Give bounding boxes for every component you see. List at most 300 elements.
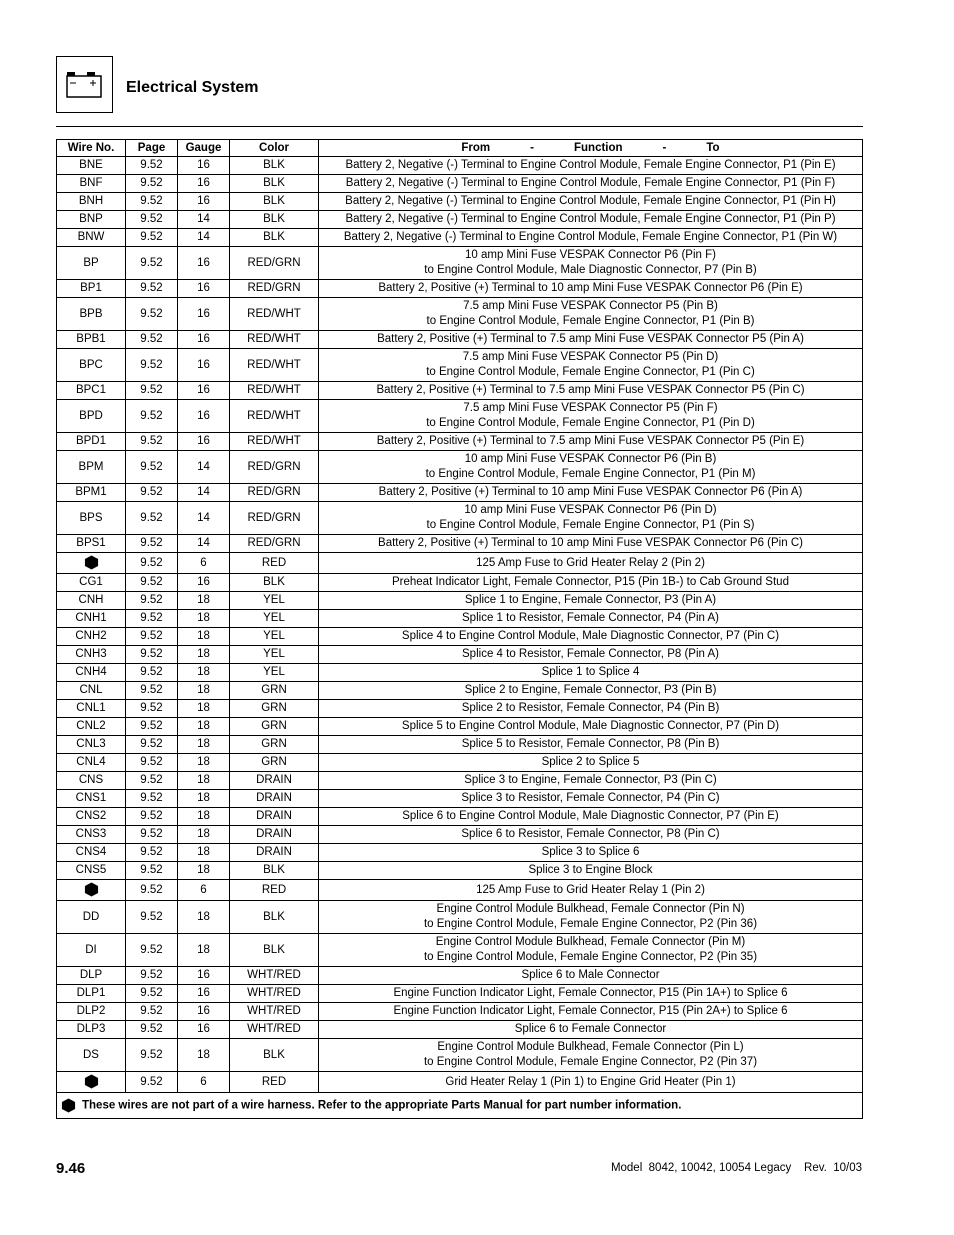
gauge-cell: 18 <box>178 901 230 934</box>
function-line: Engine Function Indicator Light, Female Connector, P15 (Pin 1A+) to Splice 6 <box>393 987 788 999</box>
page-cell: 9.52 <box>126 718 178 736</box>
footnote-cell <box>57 1093 863 1119</box>
wire-number-cell: DLP3 <box>57 1021 126 1039</box>
col-header-to: To <box>706 141 720 154</box>
function-line: Battery 2, Negative (-) Terminal to Engine Control Module, Female Engine Connector, P1 (Pin W) <box>343 231 838 243</box>
section-title: Electrical System <box>126 79 259 96</box>
table-row <box>57 1072 863 1093</box>
wire-number-cell: BPC <box>57 349 126 382</box>
function-cell <box>319 664 863 682</box>
function-line: Battery 2, Positive (+) Terminal to 7.5 amp Mini Fuse VESPAK Connector P5 (Pin E) <box>376 435 805 447</box>
wire-number-cell: DD <box>57 901 126 934</box>
table-row <box>57 985 863 1003</box>
function-cell <box>319 682 863 700</box>
table-row <box>57 1021 863 1039</box>
function-line: 7.5 amp Mini Fuse VESPAK Connector P5 (Pin D) <box>462 351 719 363</box>
color-cell: YEL <box>230 610 319 628</box>
gauge-cell: 16 <box>178 247 230 280</box>
color-cell: RED/GRN <box>230 451 319 484</box>
page-cell: 9.52 <box>126 1021 178 1039</box>
table-row <box>57 229 863 247</box>
function-cell <box>319 175 863 193</box>
page-cell: 9.52 <box>126 280 178 298</box>
color-cell: GRN <box>230 718 319 736</box>
function-line: Battery 2, Positive (+) Terminal to 10 amp Mini Fuse VESPAK Connector P6 (Pin E) <box>378 282 803 294</box>
wire-number-cell: CNH2 <box>57 628 126 646</box>
function-cell <box>319 484 863 502</box>
wire-number-cell: DLP1 <box>57 985 126 1003</box>
function-line: to Engine Control Module, Female Engine Connector, P1 (Pin B) <box>426 315 755 327</box>
function-cell <box>319 451 863 484</box>
color-cell: YEL <box>230 646 319 664</box>
function-line: Splice 3 to Engine, Female Connector, P3 (Pin C) <box>464 774 717 786</box>
color-cell: BLK <box>230 157 319 175</box>
wire-number-cell: DLP2 <box>57 1003 126 1021</box>
function-line: Splice 3 to Splice 6 <box>541 846 640 858</box>
function-cell <box>319 1072 863 1093</box>
function-cell <box>319 535 863 553</box>
page-cell: 9.52 <box>126 247 178 280</box>
function-line: Splice 6 to Engine Control Module, Male Diagnostic Connector, P7 (Pin E) <box>402 810 779 822</box>
function-line: to Engine Control Module, Female Engine Connector, P2 (Pin 37) <box>423 1056 758 1068</box>
color-cell: YEL <box>230 592 319 610</box>
table-row <box>57 400 863 433</box>
function-line: to Engine Control Module, Female Engine Connector, P1 (Pin D) <box>426 417 755 429</box>
gauge-cell: 18 <box>178 862 230 880</box>
function-line: Battery 2, Negative (-) Terminal to Engine Control Module, Female Engine Connector, P1 (Pin F) <box>345 177 836 189</box>
gauge-cell: 16 <box>178 382 230 400</box>
function-line: 7.5 amp Mini Fuse VESPAK Connector P5 (Pin F) <box>463 402 718 414</box>
page-cell: 9.52 <box>126 502 178 535</box>
color-cell: BLK <box>230 862 319 880</box>
wire-number-cell <box>57 1072 126 1093</box>
wire-number-cell: BP1 <box>57 280 126 298</box>
color-cell: RED <box>230 1072 319 1093</box>
function-line: Battery 2, Positive (+) Terminal to 10 amp Mini Fuse VESPAK Connector P6 (Pin C) <box>378 537 803 549</box>
gauge-cell: 18 <box>178 682 230 700</box>
function-cell <box>319 826 863 844</box>
color-cell: BLK <box>230 901 319 934</box>
gauge-cell: 18 <box>178 610 230 628</box>
table-row <box>57 247 863 280</box>
page-cell: 9.52 <box>126 1003 178 1021</box>
gauge-cell: 18 <box>178 808 230 826</box>
function-cell <box>319 628 863 646</box>
table-row <box>57 790 863 808</box>
table-row <box>57 610 863 628</box>
color-cell: BLK <box>230 229 319 247</box>
table-row <box>57 1003 863 1021</box>
function-cell <box>319 280 863 298</box>
function-cell <box>319 844 863 862</box>
page-cell: 9.52 <box>126 754 178 772</box>
table-row <box>57 175 863 193</box>
table-row <box>57 682 863 700</box>
function-line: Splice 4 to Resistor, Female Connector, P8 (Pin A) <box>462 648 719 660</box>
color-cell: WHT/RED <box>230 1003 319 1021</box>
function-line: Battery 2, Negative (-) Terminal to Engine Control Module, Female Engine Connector, P1 (Pin H) <box>345 195 836 207</box>
gauge-cell: 16 <box>178 193 230 211</box>
function-cell <box>319 772 863 790</box>
color-cell: RED/GRN <box>230 502 319 535</box>
color-cell: WHT/RED <box>230 1021 319 1039</box>
function-cell <box>319 736 863 754</box>
table-row <box>57 331 863 349</box>
page-cell: 9.52 <box>126 901 178 934</box>
function-line: Battery 2, Positive (+) Terminal to 7.5 amp Mini Fuse VESPAK Connector P5 (Pin A) <box>377 333 804 345</box>
function-line: to Engine Control Module, Female Engine Connector, P1 (Pin C) <box>426 366 755 378</box>
function-cell <box>319 298 863 331</box>
page-cell: 9.52 <box>126 298 178 331</box>
function-line: Splice 1 to Splice 4 <box>541 666 640 678</box>
gauge-cell: 14 <box>178 211 230 229</box>
page-cell: 9.52 <box>126 682 178 700</box>
function-line: Grid Heater Relay 1 (Pin 1) to Engine Grid Heater (Pin 1) <box>445 1075 736 1088</box>
wire-number-cell: CNH1 <box>57 610 126 628</box>
gauge-cell: 18 <box>178 754 230 772</box>
wire-number-cell: CNH <box>57 592 126 610</box>
table-row <box>57 826 863 844</box>
page-cell: 9.52 <box>126 433 178 451</box>
gauge-cell: 16 <box>178 331 230 349</box>
page-cell: 9.52 <box>126 610 178 628</box>
function-line: Splice 1 to Resistor, Female Connector, P4 (Pin A) <box>462 612 719 624</box>
page-cell: 9.52 <box>126 967 178 985</box>
table-row <box>57 211 863 229</box>
gauge-cell: 16 <box>178 967 230 985</box>
hexagon-marker-icon <box>84 555 99 570</box>
color-cell: RED/WHT <box>230 331 319 349</box>
function-line: to Engine Control Module, Male Diagnostic Connector, P7 (Pin B) <box>424 264 757 276</box>
wire-number-cell <box>57 553 126 574</box>
function-cell <box>319 808 863 826</box>
gauge-cell: 14 <box>178 535 230 553</box>
table-row <box>57 772 863 790</box>
page-cell: 9.52 <box>126 1072 178 1093</box>
col-header-dash: - <box>662 141 667 154</box>
gauge-cell: 16 <box>178 280 230 298</box>
color-cell: RED/WHT <box>230 433 319 451</box>
function-cell <box>319 1021 863 1039</box>
gauge-cell: 16 <box>178 157 230 175</box>
wire-number-cell: CNL3 <box>57 736 126 754</box>
function-cell <box>319 901 863 934</box>
col-header-from: From <box>461 141 491 154</box>
color-cell: RED/WHT <box>230 400 319 433</box>
function-cell <box>319 880 863 901</box>
function-cell <box>319 934 863 967</box>
page-cell: 9.52 <box>126 664 178 682</box>
function-line: Splice 6 to Female Connector <box>514 1023 667 1035</box>
function-line: 10 amp Mini Fuse VESPAK Connector P6 (Pin D) <box>464 504 717 516</box>
function-line: Preheat Indicator Light, Female Connector, P15 (Pin 1B-) to Cab Ground Stud <box>392 576 789 588</box>
wire-number-cell: BNH <box>57 193 126 211</box>
function-cell <box>319 349 863 382</box>
color-cell: DRAIN <box>230 844 319 862</box>
wire-number-cell: BPC1 <box>57 382 126 400</box>
wire-number-cell: CNS <box>57 772 126 790</box>
function-line: Engine Function Indicator Light, Female Connector, P15 (Pin 2A+) to Splice 6 <box>393 1005 788 1017</box>
function-cell <box>319 331 863 349</box>
wire-number-cell: BPM <box>57 451 126 484</box>
table-row <box>57 382 863 400</box>
gauge-cell: 18 <box>178 592 230 610</box>
footnote-text: These wires are not part of a wire harness. Refer to the appropriate Parts Manual for part number information. <box>82 1099 682 1112</box>
table-row <box>57 901 863 934</box>
table-row <box>57 349 863 382</box>
table-row <box>57 484 863 502</box>
color-cell: BLK <box>230 211 319 229</box>
function-cell <box>319 646 863 664</box>
function-cell <box>319 247 863 280</box>
page-cell: 9.52 <box>126 193 178 211</box>
table-row <box>57 157 863 175</box>
function-line: Engine Control Module Bulkhead, Female Connector (Pin N) <box>436 903 745 915</box>
page-cell: 9.52 <box>126 1039 178 1072</box>
function-cell <box>319 790 863 808</box>
function-line: to Engine Control Module, Female Engine Connector, P1 (Pin M) <box>425 468 756 480</box>
page-cell: 9.52 <box>126 592 178 610</box>
table-row <box>57 193 863 211</box>
function-cell <box>319 1003 863 1021</box>
page-cell: 9.52 <box>126 736 178 754</box>
table-row <box>57 574 863 592</box>
gauge-cell: 6 <box>178 1072 230 1093</box>
table-row <box>57 646 863 664</box>
gauge-cell: 6 <box>178 553 230 574</box>
gauge-cell: 16 <box>178 1003 230 1021</box>
wire-number-cell: CNL <box>57 682 126 700</box>
wire-number-cell: CNL2 <box>57 718 126 736</box>
table-row <box>57 298 863 331</box>
gauge-cell: 16 <box>178 349 230 382</box>
color-cell: GRN <box>230 754 319 772</box>
color-cell: RED/GRN <box>230 280 319 298</box>
function-line: Splice 2 to Splice 5 <box>541 756 640 768</box>
table-row <box>57 862 863 880</box>
gauge-cell: 18 <box>178 790 230 808</box>
gauge-cell: 14 <box>178 502 230 535</box>
gauge-cell: 18 <box>178 718 230 736</box>
gauge-cell: 16 <box>178 574 230 592</box>
table-row <box>57 880 863 901</box>
function-cell <box>319 157 863 175</box>
battery-icon <box>57 57 112 112</box>
col-header-wire: Wire No. <box>57 140 126 157</box>
wire-table <box>56 139 863 1119</box>
color-cell: RED/GRN <box>230 247 319 280</box>
color-cell: BLK <box>230 934 319 967</box>
wire-number-cell: BPD1 <box>57 433 126 451</box>
wire-number-cell: BPS <box>57 502 126 535</box>
function-line: Engine Control Module Bulkhead, Female Connector (Pin M) <box>435 936 746 948</box>
hexagon-marker-icon <box>84 1074 99 1089</box>
function-line: Splice 3 to Engine Block <box>528 864 653 876</box>
page-cell: 9.52 <box>126 844 178 862</box>
wire-number-cell: BPM1 <box>57 484 126 502</box>
color-cell: RED/GRN <box>230 535 319 553</box>
page-cell: 9.52 <box>126 331 178 349</box>
function-line: 10 amp Mini Fuse VESPAK Connector P6 (Pin F) <box>465 249 716 261</box>
gauge-cell: 18 <box>178 826 230 844</box>
hexagon-marker-icon <box>84 882 99 897</box>
wire-number-cell: CG1 <box>57 574 126 592</box>
table-row <box>57 700 863 718</box>
gauge-cell: 16 <box>178 298 230 331</box>
function-cell <box>319 592 863 610</box>
gauge-cell: 14 <box>178 229 230 247</box>
col-header-gauge: Gauge <box>178 140 230 157</box>
function-line: Battery 2, Positive (+) Terminal to 10 amp Mini Fuse VESPAK Connector P6 (Pin A) <box>378 486 803 498</box>
function-cell <box>319 754 863 772</box>
wire-number-cell: BNW <box>57 229 126 247</box>
wire-number-cell: BP <box>57 247 126 280</box>
table-row <box>57 502 863 535</box>
gauge-cell: 14 <box>178 484 230 502</box>
page-cell: 9.52 <box>126 934 178 967</box>
function-cell <box>319 211 863 229</box>
function-cell <box>319 433 863 451</box>
table-row <box>57 451 863 484</box>
function-cell <box>319 574 863 592</box>
wire-number-cell: CNH4 <box>57 664 126 682</box>
wire-number-cell: BPB1 <box>57 331 126 349</box>
col-header-dash: - <box>530 141 534 154</box>
function-line: Splice 2 to Resistor, Female Connector, P4 (Pin B) <box>461 702 720 714</box>
function-cell <box>319 553 863 574</box>
table-row <box>57 1039 863 1072</box>
gauge-cell: 18 <box>178 934 230 967</box>
table-row <box>57 736 863 754</box>
function-cell <box>319 718 863 736</box>
wire-number-cell: DLP <box>57 967 126 985</box>
function-line: Battery 2, Positive (+) Terminal to 7.5 amp Mini Fuse VESPAK Connector P5 (Pin C) <box>376 384 805 396</box>
table-row <box>57 535 863 553</box>
page-cell: 9.52 <box>126 826 178 844</box>
table-row <box>57 628 863 646</box>
gauge-cell: 16 <box>178 985 230 1003</box>
page-cell: 9.52 <box>126 229 178 247</box>
gauge-cell: 18 <box>178 736 230 754</box>
wire-number-cell: CNS3 <box>57 826 126 844</box>
page-cell: 9.52 <box>126 211 178 229</box>
page-cell: 9.52 <box>126 400 178 433</box>
page-cell: 9.52 <box>126 451 178 484</box>
gauge-cell: 18 <box>178 772 230 790</box>
page-cell: 9.52 <box>126 700 178 718</box>
function-line: to Engine Control Module, Female Engine Connector, P2 (Pin 36) <box>423 918 758 930</box>
gauge-cell: 18 <box>178 628 230 646</box>
page-cell: 9.52 <box>126 646 178 664</box>
wire-number-cell: BNF <box>57 175 126 193</box>
function-cell <box>319 400 863 433</box>
gauge-cell: 14 <box>178 451 230 484</box>
color-cell: RED/WHT <box>230 382 319 400</box>
function-line: Splice 2 to Engine, Female Connector, P3 (Pin B) <box>464 684 717 696</box>
col-header-function-label: Function <box>574 141 623 154</box>
gauge-cell: 18 <box>178 844 230 862</box>
color-cell: BLK <box>230 175 319 193</box>
page-cell: 9.52 <box>126 808 178 826</box>
function-cell <box>319 862 863 880</box>
page-cell: 9.52 <box>126 175 178 193</box>
header-divider <box>56 126 863 127</box>
function-line: to Engine Control Module, Female Engine Connector, P2 (Pin 35) <box>423 951 758 963</box>
gauge-cell: 18 <box>178 664 230 682</box>
wire-number-cell: BPS1 <box>57 535 126 553</box>
gauge-cell: 16 <box>178 400 230 433</box>
page-cell: 9.52 <box>126 880 178 901</box>
gauge-cell: 16 <box>178 1021 230 1039</box>
page-cell: 9.52 <box>126 772 178 790</box>
table-header-row <box>57 140 863 157</box>
wire-number-cell: CNH3 <box>57 646 126 664</box>
page-cell: 9.52 <box>126 553 178 574</box>
col-header-page: Page <box>126 140 178 157</box>
color-cell: RED <box>230 553 319 574</box>
page-cell: 9.52 <box>126 574 178 592</box>
color-cell: DRAIN <box>230 826 319 844</box>
col-header-function <box>319 140 863 157</box>
function-cell <box>319 1039 863 1072</box>
gauge-cell: 18 <box>178 700 230 718</box>
function-line: Splice 6 to Resistor, Female Connector, P8 (Pin C) <box>461 828 720 840</box>
wire-number-cell: BNE <box>57 157 126 175</box>
table-row <box>57 754 863 772</box>
page-cell: 9.52 <box>126 382 178 400</box>
page-cell: 9.52 <box>126 628 178 646</box>
model-revision: Model 8042, 10042, 10054 Legacy Rev. 10/03 <box>610 1162 862 1174</box>
function-line: 7.5 amp Mini Fuse VESPAK Connector P5 (Pin B) <box>463 300 718 312</box>
color-cell: DRAIN <box>230 790 319 808</box>
function-cell <box>319 610 863 628</box>
gauge-cell: 6 <box>178 880 230 901</box>
wire-number-cell: CNS5 <box>57 862 126 880</box>
color-cell: DRAIN <box>230 808 319 826</box>
gauge-cell: 16 <box>178 175 230 193</box>
page-number: 9.46 <box>56 1160 86 1177</box>
color-cell: YEL <box>230 628 319 646</box>
page-cell: 9.52 <box>126 157 178 175</box>
color-cell: WHT/RED <box>230 985 319 1003</box>
table-row <box>57 967 863 985</box>
hexagon-marker-icon <box>61 1098 76 1113</box>
gauge-cell: 18 <box>178 1039 230 1072</box>
table-row <box>57 718 863 736</box>
function-cell <box>319 193 863 211</box>
function-line: 10 amp Mini Fuse VESPAK Connector P6 (Pin B) <box>464 453 717 465</box>
table-row <box>57 934 863 967</box>
function-line: Battery 2, Negative (-) Terminal to Engine Control Module, Female Engine Connector, P1 (Pin P) <box>345 213 836 225</box>
wire-table-body <box>57 157 863 1093</box>
page-cell: 9.52 <box>126 985 178 1003</box>
page-cell: 9.52 <box>126 349 178 382</box>
function-line: to Engine Control Module, Female Engine Connector, P1 (Pin S) <box>426 519 755 531</box>
wire-number-cell: CNS4 <box>57 844 126 862</box>
color-cell: RED/WHT <box>230 349 319 382</box>
color-cell: DRAIN <box>230 772 319 790</box>
color-cell: BLK <box>230 574 319 592</box>
wire-number-cell: BNP <box>57 211 126 229</box>
color-cell: YEL <box>230 664 319 682</box>
color-cell: GRN <box>230 700 319 718</box>
function-line: Splice 5 to Resistor, Female Connector, P8 (Pin B) <box>461 738 720 750</box>
table-row <box>57 592 863 610</box>
wire-number-cell: DS <box>57 1039 126 1072</box>
function-line: Battery 2, Negative (-) Terminal to Engine Control Module, Female Engine Connector, P1 (Pin E) <box>345 159 836 171</box>
table-row <box>57 433 863 451</box>
function-line: 125 Amp Fuse to Grid Heater Relay 2 (Pin 2) <box>476 556 705 569</box>
